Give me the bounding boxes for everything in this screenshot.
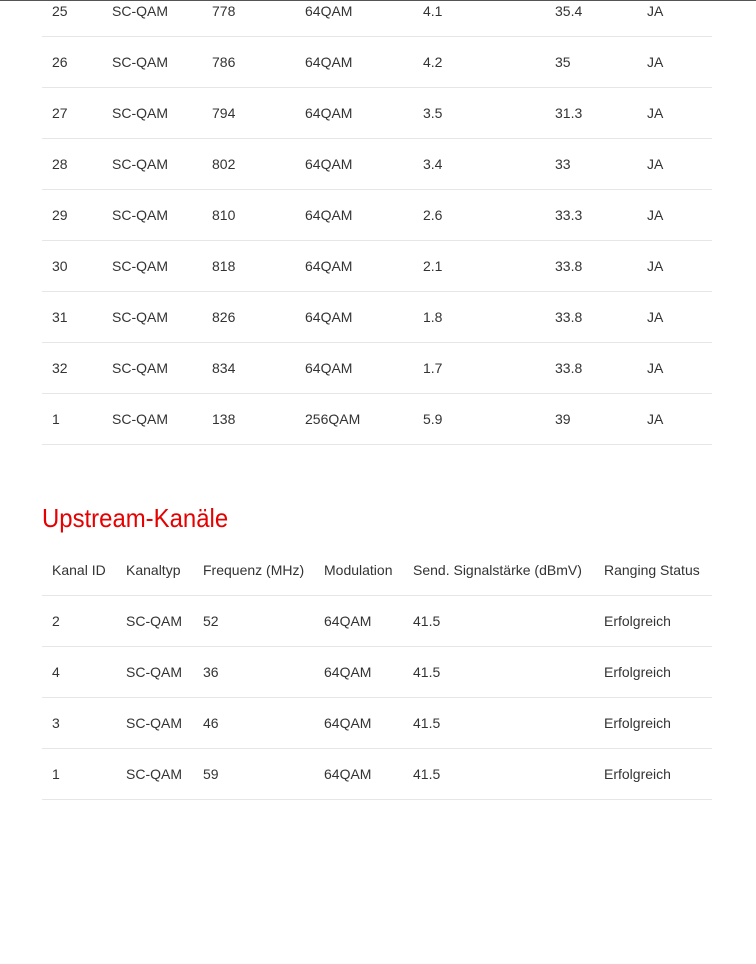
downstream-table-row — [42, 139, 712, 190]
upstream-table-row — [42, 647, 712, 698]
downstream-table-row — [42, 292, 712, 343]
downstream-table-row — [42, 190, 712, 241]
downstream-cell-snr: 35.4 — [545, 0, 637, 37]
upstream-cell-channel-type: SC-QAM — [116, 596, 193, 647]
downstream-cell-snr: 33.3 — [545, 190, 637, 241]
upstream-cell-frequency: 46 — [193, 698, 314, 749]
downstream-cell-power: 5.9 — [413, 394, 545, 445]
upstream-cell-transmit-power: 41.5 — [403, 698, 594, 749]
downstream-cell-locked: JA — [637, 37, 712, 88]
downstream-cell-locked: JA — [637, 394, 712, 445]
downstream-cell-modulation: 64QAM — [295, 343, 413, 394]
upstream-cell-frequency: 52 — [193, 596, 314, 647]
upstream-cell-channel-id: 2 — [42, 596, 116, 647]
downstream-cell-frequency: 138 — [202, 394, 295, 445]
downstream-cell-power: 3.4 — [413, 139, 545, 190]
upstream-cell-frequency: 59 — [193, 749, 314, 800]
downstream-cell-frequency: 794 — [202, 88, 295, 139]
downstream-table-row — [42, 241, 712, 292]
upstream-cell-frequency: 36 — [193, 647, 314, 698]
upstream-header-channel-type: Kanaltyp — [116, 545, 193, 596]
downstream-table-row — [42, 0, 712, 37]
downstream-cell-channel-id: 26 — [42, 37, 102, 88]
upstream-header-modulation: Modulation — [314, 545, 403, 596]
downstream-cell-modulation: 64QAM — [295, 292, 413, 343]
downstream-cell-power: 3.5 — [413, 88, 545, 139]
upstream-cell-ranging-status: Erfolgreich — [594, 698, 712, 749]
upstream-header-frequency: Frequenz (MHz) — [193, 545, 314, 596]
downstream-cell-channel-type: SC-QAM — [102, 292, 202, 343]
upstream-cell-channel-type: SC-QAM — [116, 749, 193, 800]
downstream-cell-snr: 35 — [545, 37, 637, 88]
upstream-cell-modulation: 64QAM — [314, 749, 403, 800]
downstream-cell-modulation: 64QAM — [295, 37, 413, 88]
downstream-cell-snr: 31.3 — [545, 88, 637, 139]
downstream-cell-channel-type: SC-QAM — [102, 37, 202, 88]
downstream-table-row — [42, 37, 712, 88]
downstream-cell-locked: JA — [637, 241, 712, 292]
downstream-cell-channel-id: 27 — [42, 88, 102, 139]
downstream-cell-locked: JA — [637, 190, 712, 241]
upstream-channel-table — [42, 545, 712, 800]
downstream-cell-channel-id: 29 — [42, 190, 102, 241]
upstream-cell-channel-id: 1 — [42, 749, 116, 800]
downstream-cell-frequency: 786 — [202, 37, 295, 88]
downstream-cell-frequency: 810 — [202, 190, 295, 241]
upstream-cell-channel-type: SC-QAM — [116, 698, 193, 749]
downstream-cell-modulation: 64QAM — [295, 190, 413, 241]
upstream-header-transmit-power: Send. Signalstärke (dBmV) — [403, 545, 594, 596]
downstream-cell-modulation: 64QAM — [295, 0, 413, 37]
downstream-cell-locked: JA — [637, 0, 712, 37]
downstream-cell-channel-type: SC-QAM — [102, 343, 202, 394]
downstream-cell-modulation: 64QAM — [295, 88, 413, 139]
upstream-cell-modulation: 64QAM — [314, 596, 403, 647]
downstream-cell-channel-type: SC-QAM — [102, 394, 202, 445]
downstream-cell-modulation: 64QAM — [295, 139, 413, 190]
upstream-cell-transmit-power: 41.5 — [403, 749, 594, 800]
upstream-table-row — [42, 698, 712, 749]
upstream-section-title: Upstream-Kanäle — [42, 503, 229, 533]
downstream-cell-snr: 33.8 — [545, 343, 637, 394]
downstream-cell-channel-type: SC-QAM — [102, 190, 202, 241]
upstream-cell-ranging-status: Erfolgreich — [594, 596, 712, 647]
downstream-cell-snr: 33.8 — [545, 241, 637, 292]
downstream-cell-locked: JA — [637, 343, 712, 394]
downstream-cell-modulation: 256QAM — [295, 394, 413, 445]
downstream-cell-snr: 39 — [545, 394, 637, 445]
upstream-header-ranging-status: Ranging Status — [594, 545, 712, 596]
upstream-cell-transmit-power: 41.5 — [403, 647, 594, 698]
downstream-cell-channel-id: 32 — [42, 343, 102, 394]
downstream-table-row — [42, 343, 712, 394]
upstream-cell-channel-id: 3 — [42, 698, 116, 749]
downstream-cell-frequency: 802 — [202, 139, 295, 190]
downstream-cell-channel-id: 1 — [42, 394, 102, 445]
downstream-table-body — [42, 0, 712, 445]
downstream-cell-locked: JA — [637, 88, 712, 139]
downstream-cell-power: 1.7 — [413, 343, 545, 394]
downstream-cell-modulation: 64QAM — [295, 241, 413, 292]
upstream-table-row — [42, 749, 712, 800]
downstream-cell-channel-type: SC-QAM — [102, 241, 202, 292]
upstream-cell-channel-id: 4 — [42, 647, 116, 698]
downstream-cell-frequency: 778 — [202, 0, 295, 37]
downstream-cell-power: 1.8 — [413, 292, 545, 343]
downstream-cell-channel-id: 28 — [42, 139, 102, 190]
upstream-table-body — [42, 596, 712, 800]
downstream-cell-frequency: 826 — [202, 292, 295, 343]
downstream-cell-channel-type: SC-QAM — [102, 88, 202, 139]
downstream-cell-channel-id: 31 — [42, 292, 102, 343]
downstream-cell-snr: 33 — [545, 139, 637, 190]
downstream-cell-power: 2.6 — [413, 190, 545, 241]
upstream-cell-modulation: 64QAM — [314, 647, 403, 698]
upstream-cell-modulation: 64QAM — [314, 698, 403, 749]
upstream-header-channel-id: Kanal ID — [42, 545, 116, 596]
downstream-cell-channel-type: SC-QAM — [102, 0, 202, 37]
upstream-cell-channel-type: SC-QAM — [116, 647, 193, 698]
downstream-cell-power: 2.1 — [413, 241, 545, 292]
downstream-cell-snr: 33.8 — [545, 292, 637, 343]
downstream-channel-table — [42, 0, 712, 445]
downstream-table-row — [42, 88, 712, 139]
downstream-cell-locked: JA — [637, 292, 712, 343]
downstream-table-row — [42, 394, 712, 445]
downstream-cell-channel-type: SC-QAM — [102, 139, 202, 190]
upstream-cell-ranging-status: Erfolgreich — [594, 749, 712, 800]
downstream-cell-channel-id: 30 — [42, 241, 102, 292]
downstream-cell-frequency: 834 — [202, 343, 295, 394]
upstream-cell-transmit-power: 41.5 — [403, 596, 594, 647]
downstream-cell-power: 4.2 — [413, 37, 545, 88]
downstream-cell-power: 4.1 — [413, 0, 545, 37]
upstream-cell-ranging-status: Erfolgreich — [594, 647, 712, 698]
downstream-cell-frequency: 818 — [202, 241, 295, 292]
upstream-table-header-row — [42, 545, 712, 596]
upstream-table-row — [42, 596, 712, 647]
downstream-cell-channel-id: 25 — [42, 0, 102, 37]
downstream-cell-locked: JA — [637, 139, 712, 190]
